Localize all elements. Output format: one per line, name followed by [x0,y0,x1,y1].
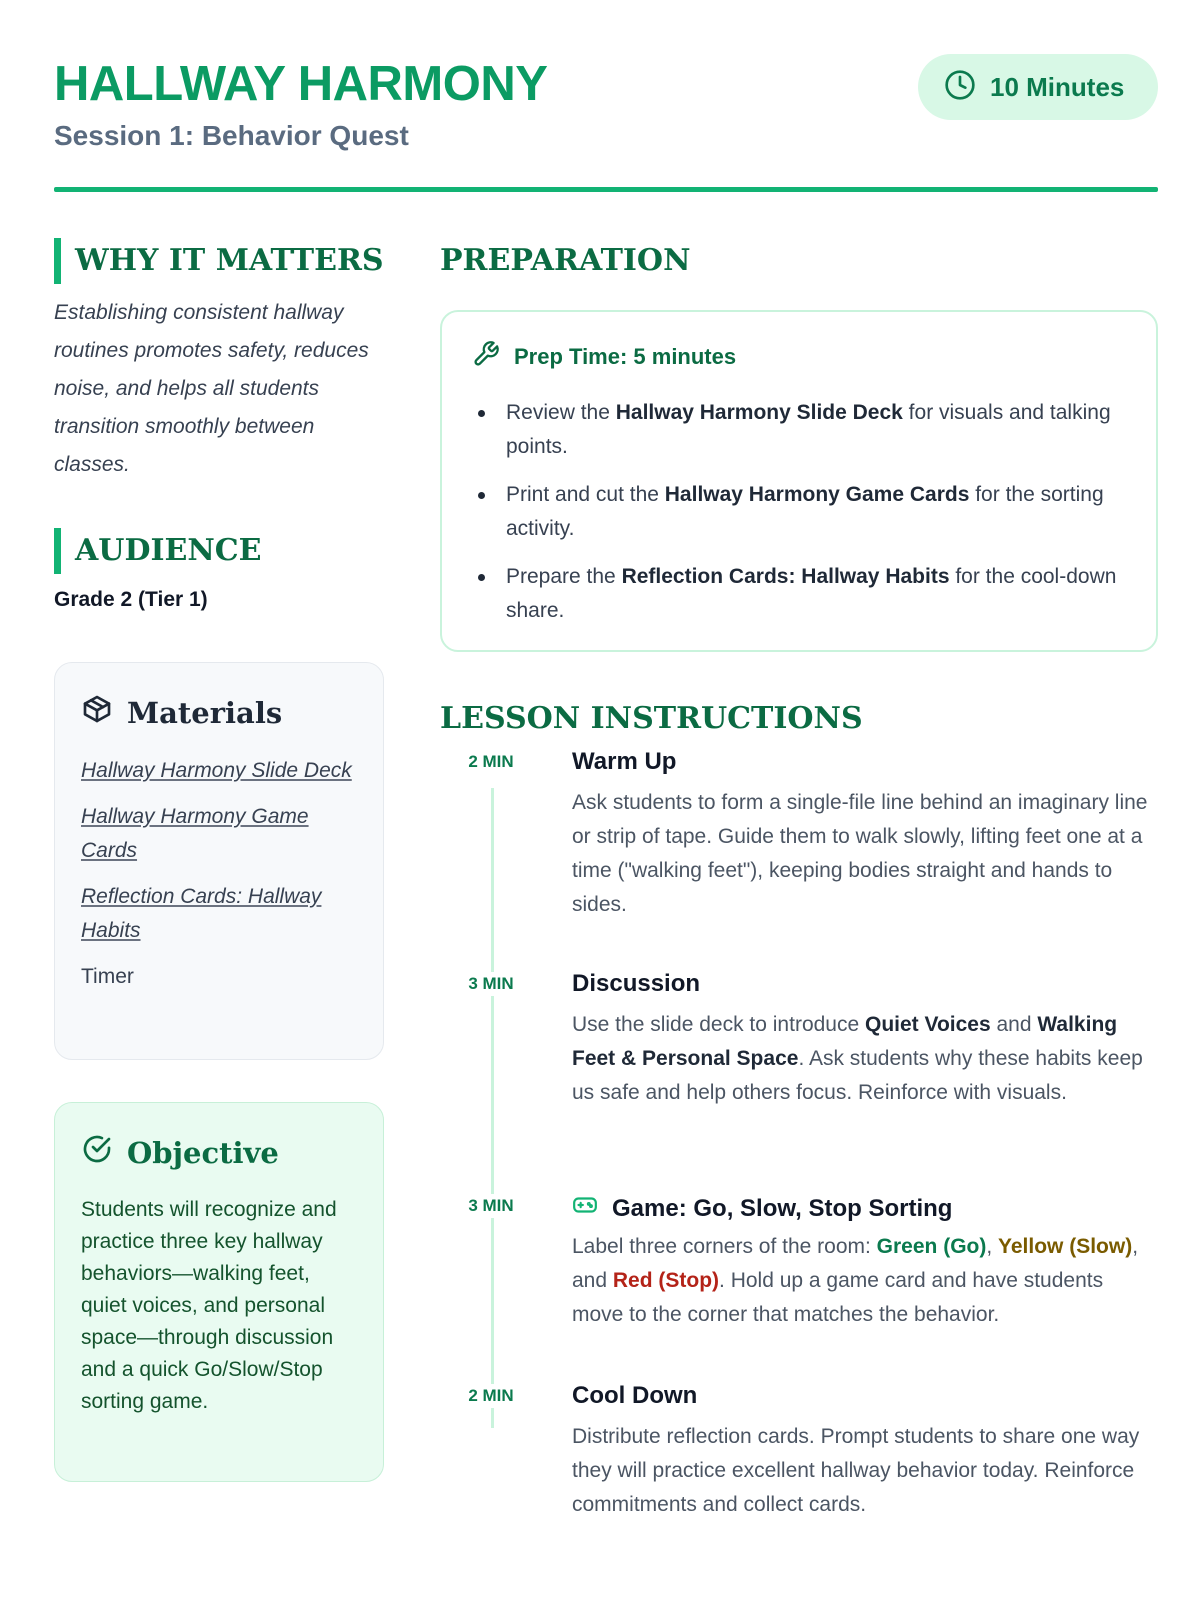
material-item-timer: Timer [81,965,134,988]
objective-header [81,1133,357,1172]
step-title: Warm Up [572,748,677,775]
step-body: Label three corners of the room: Green (Go), Yellow (Slow), and Red (Stop). Hold up a game card and have students move to the corner that matches the behavior. [572,1235,1139,1326]
page-title: HALLWAY HARMONY [54,57,548,111]
prep-time-row [472,340,1126,374]
page-subtitle: Session 1: Behavior Quest [54,120,409,151]
materials-card [54,662,384,1060]
objective-heading: Objective [127,1135,279,1170]
material-link-reflection-cards[interactable]: Reflection Cards: Hallway Habits [81,885,322,942]
step-duration: 2 MIN [440,750,542,774]
material-link-slide-deck[interactable]: Hallway Harmony Slide Deck [81,759,352,782]
materials-heading: Materials [127,695,283,730]
lesson-plan-page [54,0,1158,1600]
clock-icon [944,69,976,106]
prep-item: Prepare the Reflection Cards: Hallway Habits for the cool-down share. [472,560,1126,628]
preparation-list [472,396,1126,628]
audience-text: Grade 2 (Tier 1) [54,588,208,611]
step-duration: 2 MIN [440,1384,542,1408]
preparation-card [440,310,1158,652]
materials-list [81,754,357,994]
prep-item: Review the Hallway Harmony Slide Deck for visuals and talking points. [472,396,1126,464]
duration-text: 10 Minutes [990,71,1125,102]
prep-time-text: Prep Time: 5 minutes [514,344,737,369]
materials-header [81,693,357,732]
why-it-matters-heading: WHY IT MATTERS [54,238,384,284]
objective-text: Students will recognize and practice three key hallway behaviors—walking feet, quiet voices, and personal space—through discussion and a quick Go/Slow/Stop sorting game. [81,1198,337,1413]
step-body: Use the slide deck to introduce Quiet Voices and Walking Feet & Personal Space. Ask students why these habits keep us safe and help others focus. Reinforce with visuals. [572,1013,1143,1104]
wrench-icon [472,340,500,374]
header-divider [54,187,1158,192]
step-body: Distribute reflection cards. Prompt students to share one way they will practice excellent hallway behavior today. Reinforce commitments and collect cards. [572,1425,1140,1516]
box-icon [81,693,113,732]
preparation-heading: PREPARATION [440,243,691,278]
step-duration: 3 MIN [440,1194,542,1218]
duration-badge [918,54,1158,120]
step-body: Ask students to form a single-file line behind an imaginary line or strip of tape. Guide them to walk slowly, lifting feet one at a time ("walking feet"), keeping bodies straight and hands to sides. [572,791,1148,916]
step-duration: 3 MIN [440,972,542,996]
objective-card [54,1102,384,1482]
timeline-line [491,788,494,1428]
gamepad-icon [572,1192,598,1225]
step-title: Game: Go, Slow, Stop Sorting [572,1192,952,1225]
material-link-game-cards[interactable]: Hallway Harmony Game Cards [81,805,309,862]
why-it-matters-text: Establishing consistent hallway routines promotes safety, reduces noise, and helps all students transition smoothly between classes. [54,301,369,476]
check-circle-icon [81,1133,113,1172]
step-title: Discussion [572,970,701,997]
lesson-instructions-heading: LESSON INSTRUCTIONS [440,701,863,736]
audience-heading: AUDIENCE [54,528,262,574]
prep-item: Print and cut the Hallway Harmony Game Cards for the sorting activity. [472,478,1126,546]
step-title: Cool Down [572,1382,698,1409]
